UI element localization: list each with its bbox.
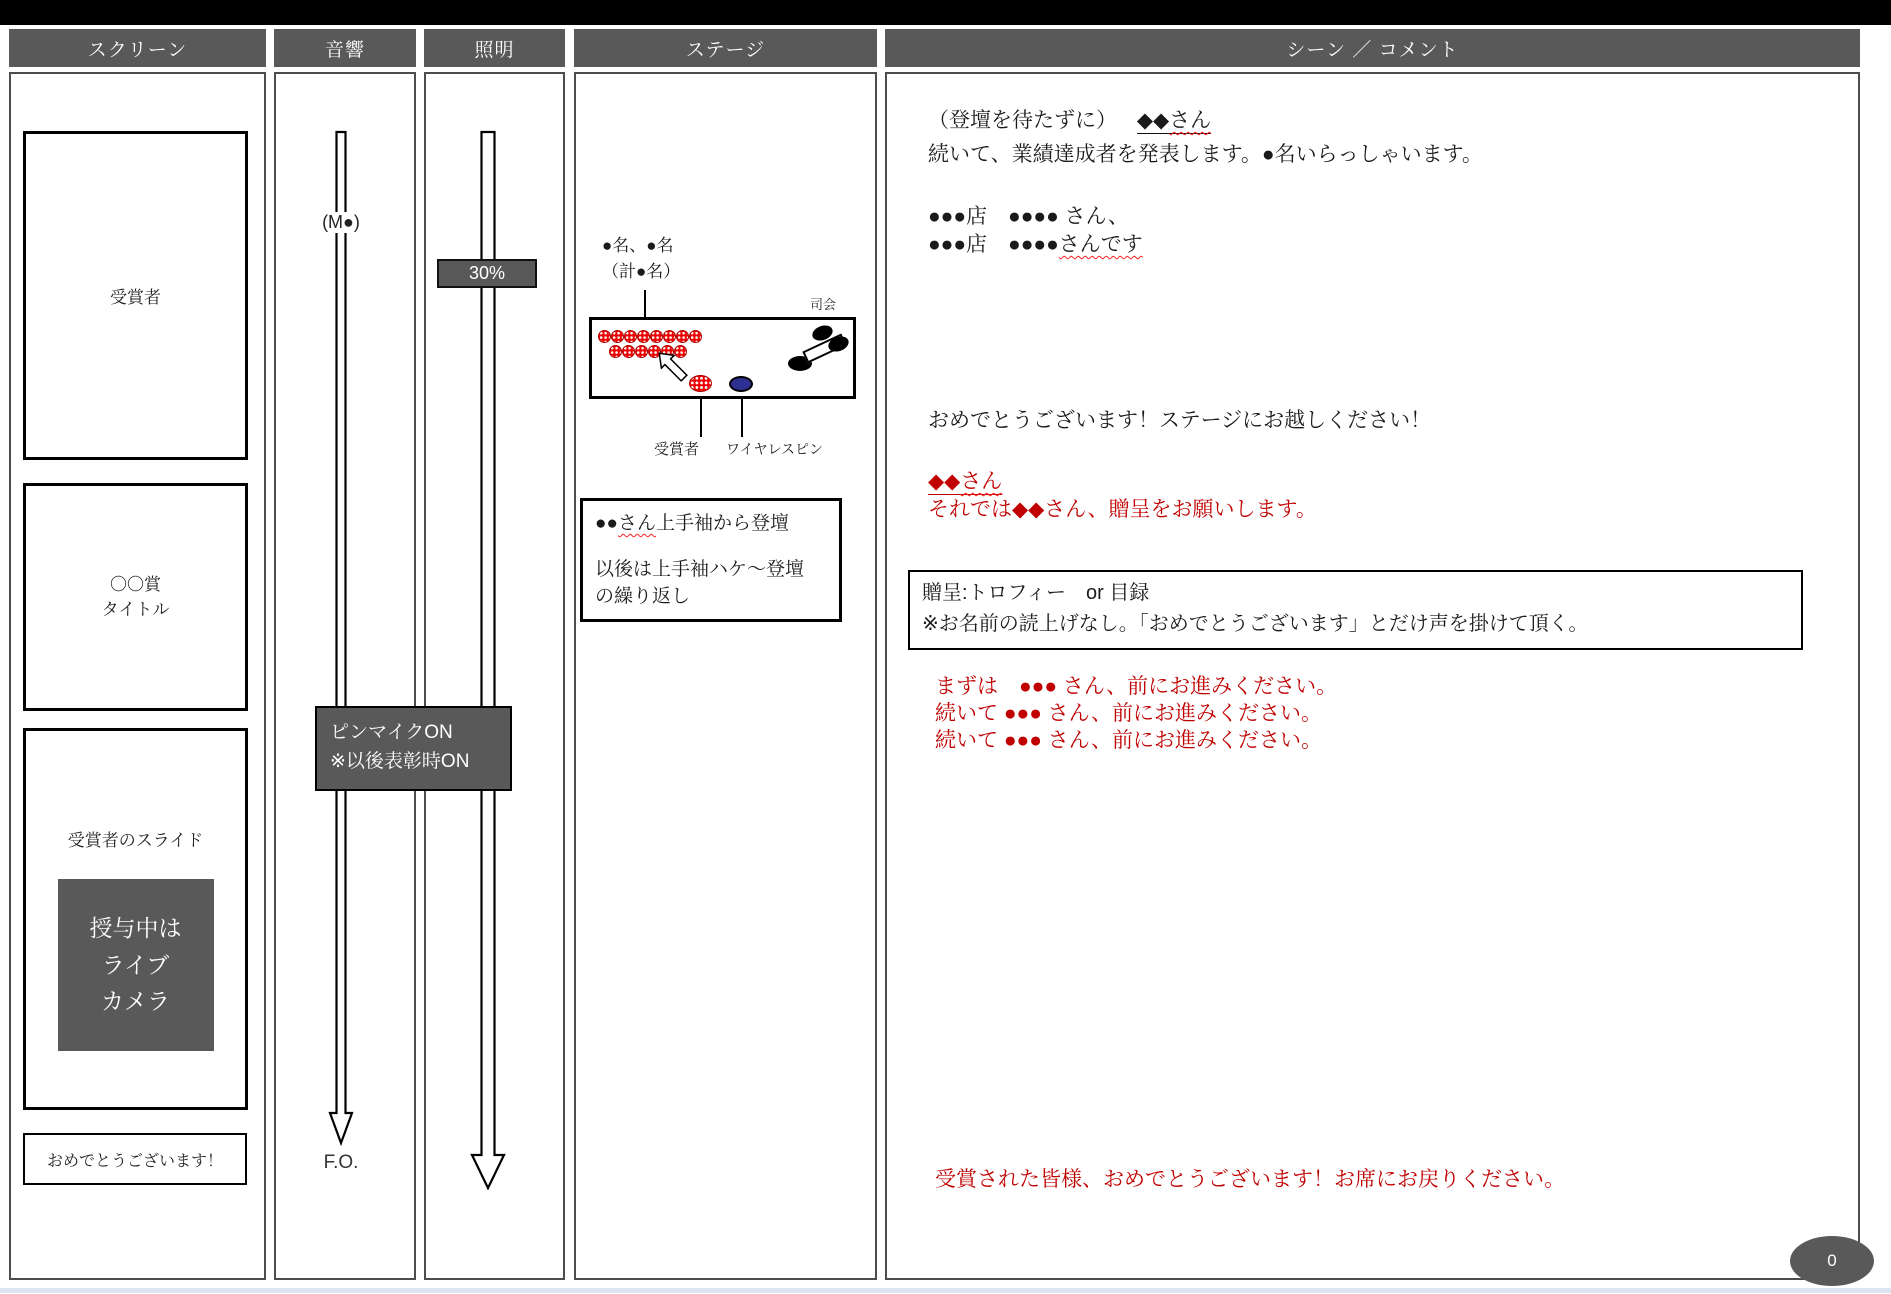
pinmic-line2: ※以後表彰時ON <box>330 751 470 773</box>
intro-prefix: （登壇を待たずに） <box>928 109 1117 132</box>
stage-note-line1 <box>595 510 827 538</box>
comment-call-line1: まずは ●●● さん、前にお進みください。 <box>935 675 1338 698</box>
audience-dot <box>635 345 648 358</box>
livecam-line2: ライブ <box>101 951 170 978</box>
stage-note3-text: の繰り返し <box>595 586 691 608</box>
screen-box4-label: おめでとうございます！ <box>46 1152 223 1170</box>
header-lighting-label: 照明 <box>474 39 515 61</box>
live-camera-panel <box>58 879 214 1051</box>
comment-call-line2: 続いて ●●● さん、前にお進みください。 <box>935 702 1322 725</box>
fade-out-label <box>309 1152 373 1174</box>
header-screen <box>9 29 266 67</box>
stage-note-line2 <box>595 556 827 611</box>
audience-dot <box>622 345 635 358</box>
mc-label-text: 司会 <box>810 297 837 312</box>
comment-intro-line1 <box>928 104 1211 134</box>
awardee-position-dot <box>689 375 712 392</box>
stage-note2-text: 以後は上手袖ハケ～登壇 <box>595 558 805 580</box>
bottom-accent-line <box>0 1288 1891 1293</box>
page-number-badge <box>1790 1236 1874 1286</box>
audience-dot <box>609 345 622 358</box>
header-comment <box>885 29 1860 67</box>
comment-name-line2 <box>928 228 1143 258</box>
audience-dot <box>598 330 611 343</box>
intro-name-head: ◆◆ <box>1136 109 1170 132</box>
screen-box3-label: 受賞者のスライド <box>67 831 204 850</box>
intro-name-tail: さん <box>1169 109 1212 132</box>
intro-name <box>1137 109 1211 134</box>
screen-box-congrats <box>23 1133 247 1185</box>
stage-count-note <box>602 233 680 286</box>
screen-box2-line1: 〇〇賞 <box>110 574 161 594</box>
comment-intro-line2: 続いて、業績達成者を発表します。●名いらっしゃいます。 <box>928 143 1483 166</box>
wireless-caption <box>726 439 823 459</box>
stage-count-line1: ●名、●名 <box>602 236 674 255</box>
sound-cue-arrow <box>319 125 363 1155</box>
presentation-note-line1: 贈呈:トロフィー or 目録 <box>922 582 1150 604</box>
mc-name <box>928 470 1002 495</box>
mc-name-tail: さん <box>960 470 1003 493</box>
audience-dot <box>663 330 676 343</box>
top-black-bar <box>0 0 1891 25</box>
mc-name-head: ◆◆ <box>928 470 961 493</box>
comment-mc-name <box>928 465 1002 495</box>
stage-count-line2: （計●名） <box>602 262 681 282</box>
pinmic-cue-box <box>315 706 512 791</box>
awardee-caption <box>654 438 699 459</box>
screen-box-slide <box>23 728 248 1110</box>
page-number-text: 0 <box>1827 1251 1837 1270</box>
audience-dot <box>637 330 650 343</box>
stage-note-box <box>580 498 842 622</box>
lighting-level-text: 30% <box>468 263 506 283</box>
comment-name-line1: ●●●店 ●●●● さん、 <box>928 205 1129 228</box>
audience-dot <box>676 330 689 343</box>
awardee-caption-text: 受賞者 <box>654 441 700 458</box>
mic-cue-text: (M●) <box>322 212 360 232</box>
awardee-callout-line <box>700 399 702 437</box>
screen-box2-line2: タイトル <box>101 600 170 619</box>
presentation-note-line2: ※お名前の読上げなし。「おめでとうございます」とだけ声を掛けて頂く。 <box>922 613 1589 635</box>
screen-box-award-title <box>23 483 248 711</box>
screen-box1-label: 受賞者 <box>110 288 161 307</box>
header-sound <box>274 29 416 67</box>
screen-box-awardee <box>23 131 248 460</box>
stage-note1-prefix: ●● <box>595 513 618 534</box>
comment-congrats-line: おめでとうございます！ステージにお越しください！ <box>928 409 1432 432</box>
wireless-caption-text: ワイヤレスピン <box>726 441 824 457</box>
header-lighting <box>424 29 565 67</box>
wireless-pin-dot <box>729 376 753 392</box>
stage-note1-wavy: さん <box>617 513 656 534</box>
audience-dot <box>611 330 624 343</box>
wireless-callout-line <box>741 399 743 437</box>
audience-dot <box>650 330 663 343</box>
header-stage <box>574 29 877 67</box>
fade-out-text: F.O. <box>323 1152 359 1173</box>
header-screen-label: スクリーン <box>87 39 188 61</box>
comment-request-line: それでは◆◆さん、贈呈をお願いします。 <box>928 498 1317 521</box>
pinmic-line1: ピンマイクON <box>330 722 453 743</box>
livecam-line1: 授与中は <box>89 914 182 941</box>
name-line2-head: ●●●店 ●●●● <box>928 233 1059 256</box>
stage-count-connector <box>644 290 646 318</box>
comment-closing-line: 受賞された皆様、おめでとうございます！お席にお戻りください。 <box>935 1168 1565 1191</box>
presentation-note-box <box>908 570 1803 650</box>
header-stage-label: ステージ <box>685 39 766 61</box>
awardee-row-1 <box>598 330 702 343</box>
stage-note1-rest: 上手袖から登壇 <box>655 513 789 534</box>
lighting-level-box <box>437 259 537 288</box>
mic-cue-label <box>305 212 377 233</box>
mc-label <box>810 294 836 313</box>
comment-call-line3: 続いて ●●● さん、前にお進みください。 <box>935 729 1322 752</box>
header-sound-label: 音響 <box>324 39 365 61</box>
stage-diagram <box>589 317 856 399</box>
header-comment-label: シーン ／ コメント <box>1286 39 1459 61</box>
audience-dot <box>624 330 637 343</box>
livecam-line3: カメラ <box>101 988 170 1015</box>
audience-dot <box>689 330 702 343</box>
name-line2-tail: さんです <box>1058 233 1143 256</box>
